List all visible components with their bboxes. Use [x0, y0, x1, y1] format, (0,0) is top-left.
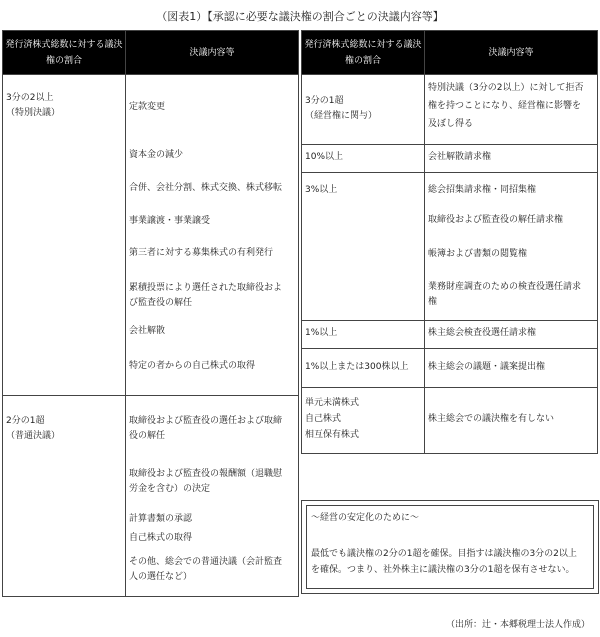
list-item: 事業譲渡・事業譲受 [129, 216, 211, 226]
list-item: 人の選任など） [129, 572, 193, 582]
right-row-text: 株主総会検査役選任請求権 [425, 321, 598, 349]
figure-title: （図表1）【承認に必要な議決権の割合ごとの決議内容等】 [156, 10, 444, 23]
right-row-label: 単元未満株式 自己株式 相互保有株式 [302, 388, 425, 454]
list-item: その他、総会での普通決議（会計監査 [129, 557, 283, 567]
list-item: 自己株式の取得 [129, 533, 193, 543]
left-header-ratio: 発行済株式総数に対する議決権の割合 [3, 31, 126, 75]
list-item: 合併、会社分割、株式交換、株式移転 [129, 183, 283, 193]
list-item: 特定の者からの自己株式の取得 [129, 361, 256, 371]
right-table [301, 30, 598, 454]
right-header-content: 決議内容等 [425, 31, 598, 75]
list-item: 資本金の減少 [129, 150, 184, 160]
group-label-special: 3分の2以上 （特別決議） [3, 75, 126, 396]
right-row-label: 10%以上 [302, 145, 425, 173]
right-row-label: 3%以上 [302, 173, 425, 321]
list-item: 累積投票により選任された取締役およ [129, 283, 283, 293]
list-item: び監査役の解任 [129, 298, 193, 308]
group-items-ordinary [126, 396, 299, 597]
list-item: 計算書類の承認 [129, 514, 193, 524]
right-row-text: 会社解散請求権 [425, 145, 598, 173]
list-item: 定款変更 [129, 102, 166, 112]
right-row-label: 1%以上 [302, 321, 425, 349]
right-row-text: 特別決議（3分の2以上）に対して拒否 権を持つことになり、経営権に影響を 及ぼし得る [425, 75, 598, 145]
group-label-ordinary: 2分の1超 （普通決議） [3, 396, 126, 597]
note-heading: 〜経営の安定化のために〜 [311, 513, 420, 523]
note-line-2: を確保。つまり、社外株主に議決権の3分の1超を保有させない。 [311, 565, 575, 575]
list-item: 取締役および監査役の報酬額（退職慰 [129, 469, 283, 479]
list-item: 第三者に対する募集株式の有利発行 [129, 248, 274, 258]
right-row-text: 株主総会での議決権を有しない [425, 388, 598, 454]
list-item: 取締役および監査役の選任および取締 [129, 416, 283, 426]
right-row-label: 3分の1超 （経営権に関与） [302, 75, 425, 145]
note-box-inner [306, 505, 594, 589]
list-item: 会社解散 [129, 326, 166, 336]
right-row-text: 株主総会の議題・議案提出権 [425, 349, 598, 388]
note-line-1: 最低でも議決権の2分の1超を確保。目指すは議決権の3分の2以上 [311, 549, 577, 559]
right-row-label: 1%以上または300株以上 [302, 349, 425, 388]
left-table [2, 30, 299, 597]
list-item: 労金を含む）の決定 [129, 484, 211, 494]
group-items-special [126, 75, 299, 396]
list-item: 役の解任 [129, 431, 166, 441]
note-box [301, 500, 599, 594]
right-row-text: 総会招集請求権・同招集権 取締役および監査役の解任請求権 帳簿および書類の閲覧権 業務財産調査のための検査役選任請求 権 [425, 173, 598, 321]
source-note: （出所：辻・本郷税理士法人作成） [445, 620, 590, 630]
left-header-content: 決議内容等 [126, 31, 299, 75]
right-header-ratio: 発行済株式総数に対する議決権の割合 [302, 31, 425, 75]
